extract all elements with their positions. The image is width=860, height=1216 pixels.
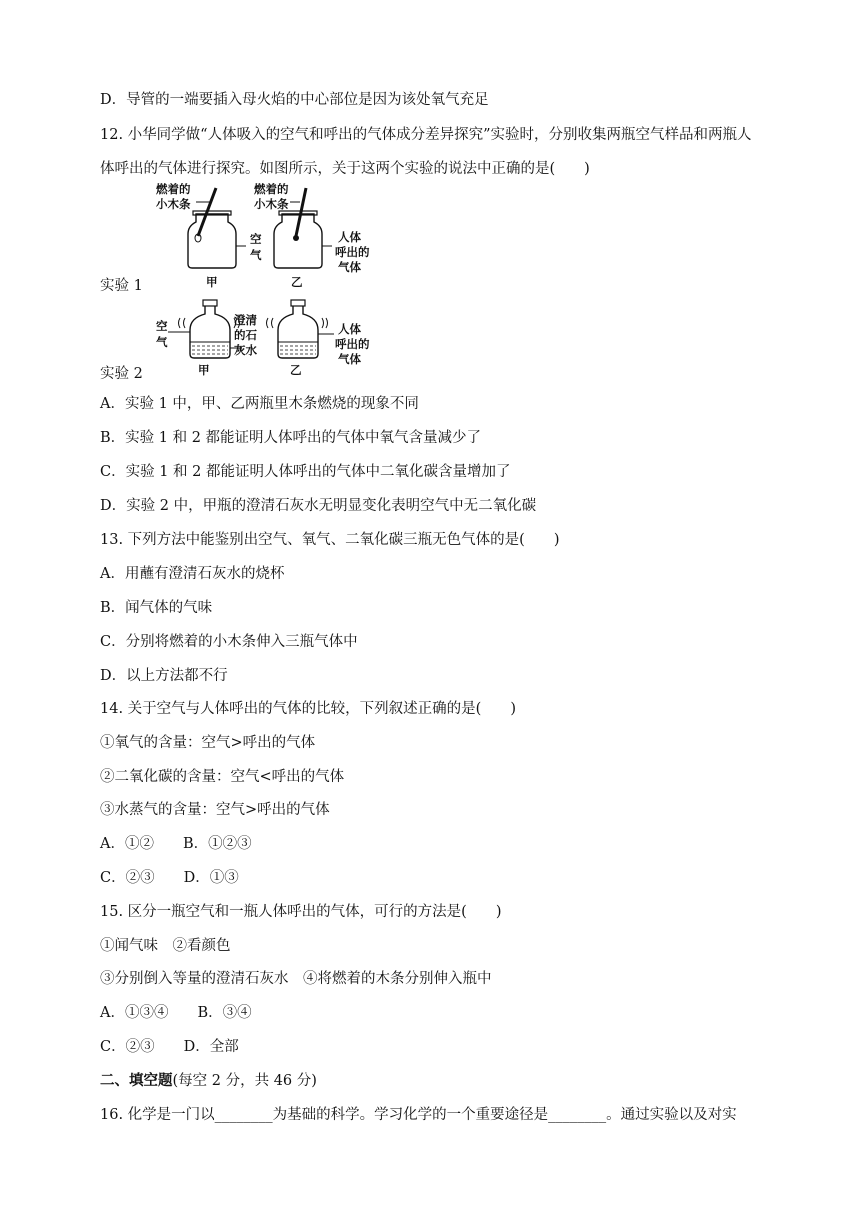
q12-option-c: C．实验 1 和 2 都能证明人体呼出的气体中二氧化碳含量增加了 [100, 464, 511, 480]
experiment-2-figure [150, 296, 380, 378]
q13-option-c: C．分别将燃着的小木条伸入三瓶气体中 [100, 634, 358, 650]
jar-yi-gas-2: 呼出的 [335, 245, 370, 259]
section-2-scoring: (每空 2 分，共 46 分) [172, 1073, 317, 1089]
q14-statement-2: ②二氧化碳的含量：空气<呼出的气体 [100, 769, 345, 785]
q15-methods-12: ①闻气味 ②看颜色 [100, 938, 231, 954]
q14-statement-1: ①氧气的含量：空气>呼出的气体 [100, 735, 316, 751]
jar-jia-exp2 [168, 300, 242, 358]
q13-option-d: D．以上方法都不行 [100, 668, 228, 684]
q15-options-ab: A．①③④ B．③④ [100, 1005, 252, 1021]
q13-option-b: B．闻气体的气味 [100, 600, 213, 616]
jar-yi-name-exp1: 乙 [291, 275, 303, 289]
q14-options-cd: C．②③ D．①③ [100, 870, 239, 886]
jar-jia-name-exp2: 甲 [198, 363, 210, 377]
q12-option-a: A．实验 1 中，甲、乙两瓶里木条燃烧的现象不同 [100, 396, 419, 412]
jar-jia-gas-2: 气 [250, 248, 262, 262]
section-2-title: 二、填空题 [100, 1072, 173, 1089]
q13-option-a: A．用蘸有澄清石灰水的烧杯 [100, 566, 285, 582]
stick-label-1a: 燃着的 [156, 182, 191, 196]
q13-stem: 13. 下列方法中能鉴别出空气、氧气、二氧化碳三瓶无色气体的是( ) [100, 532, 560, 548]
jar-jia-gas-1: 空 [250, 232, 262, 246]
jar-yi-name-exp2: 乙 [290, 363, 302, 377]
q14-statement-3: ③水蒸气的含量：空气>呼出的气体 [100, 802, 330, 818]
stick-label-2b: 小木条 [254, 197, 289, 211]
q15-options-cd: C．②③ D．全部 [100, 1039, 239, 1055]
exp2-jia-gas-1: 空 [156, 319, 168, 333]
limewater-label-3: 灰水 [234, 343, 257, 357]
stick-label-1b: 小木条 [156, 197, 191, 211]
experiment-1-label: 实验 1 [100, 278, 143, 294]
jar-jia-name-exp1: 甲 [206, 275, 218, 289]
jar-yi-gas-3: 气体 [338, 260, 361, 274]
exp2-jia-gas-2: 气 [156, 335, 168, 349]
q14-stem: 14. 关于空气与人体呼出的气体的比较，下列叙述正确的是( ) [100, 701, 516, 717]
q12-option-b: B．实验 1 和 2 都能证明人体呼出的气体中氧气含量减少了 [100, 430, 482, 446]
q16-text: 16. 化学是一门以________为基础的科学。学习化学的一个重要途径是________。通过实验以及对实 [100, 1107, 737, 1123]
limewater-label-1: 澄清 [234, 313, 257, 327]
q12-stem: 12. 小华同学做“人体吸入的空气和呼出的气体成分差异探究”实验时，分别收集两瓶空气样品和两瓶人体呼出的气体进行探究。如图所示，关于这两个实验的说法中正确的是( ) [100, 127, 752, 177]
q14-options-ab: A．①② B．①②③ [100, 836, 252, 852]
limewater-label-2: 的石 [234, 328, 257, 342]
exp2-yi-gas-1: 人体 [338, 322, 361, 336]
q11-option-d: D．导管的一端要插入母火焰的中心部位是因为该处氧气充足 [100, 92, 489, 108]
stick-label-2a: 燃着的 [254, 182, 289, 196]
jar-jia-exp1 [188, 188, 246, 268]
experiment-1-figure [150, 180, 380, 292]
jar-yi-exp2 [267, 300, 335, 358]
q12-option-d: D．实验 2 中，甲瓶的澄清石灰水无明显变化表明空气中无二氧化碳 [100, 498, 537, 514]
jar-yi-gas-1: 人体 [338, 230, 361, 244]
experiment-2-label: 实验 2 [100, 366, 143, 382]
exp2-yi-gas-2: 呼出的 [335, 337, 370, 351]
section-2-heading [100, 1071, 317, 1091]
q15-stem: 15. 区分一瓶空气和一瓶人体呼出的气体，可行的方法是( ) [100, 904, 502, 920]
q15-methods-34: ③分别倒入等量的澄清石灰水 ④将燃着的木条分别伸入瓶中 [100, 971, 492, 987]
exp2-yi-gas-3: 气体 [338, 352, 361, 366]
